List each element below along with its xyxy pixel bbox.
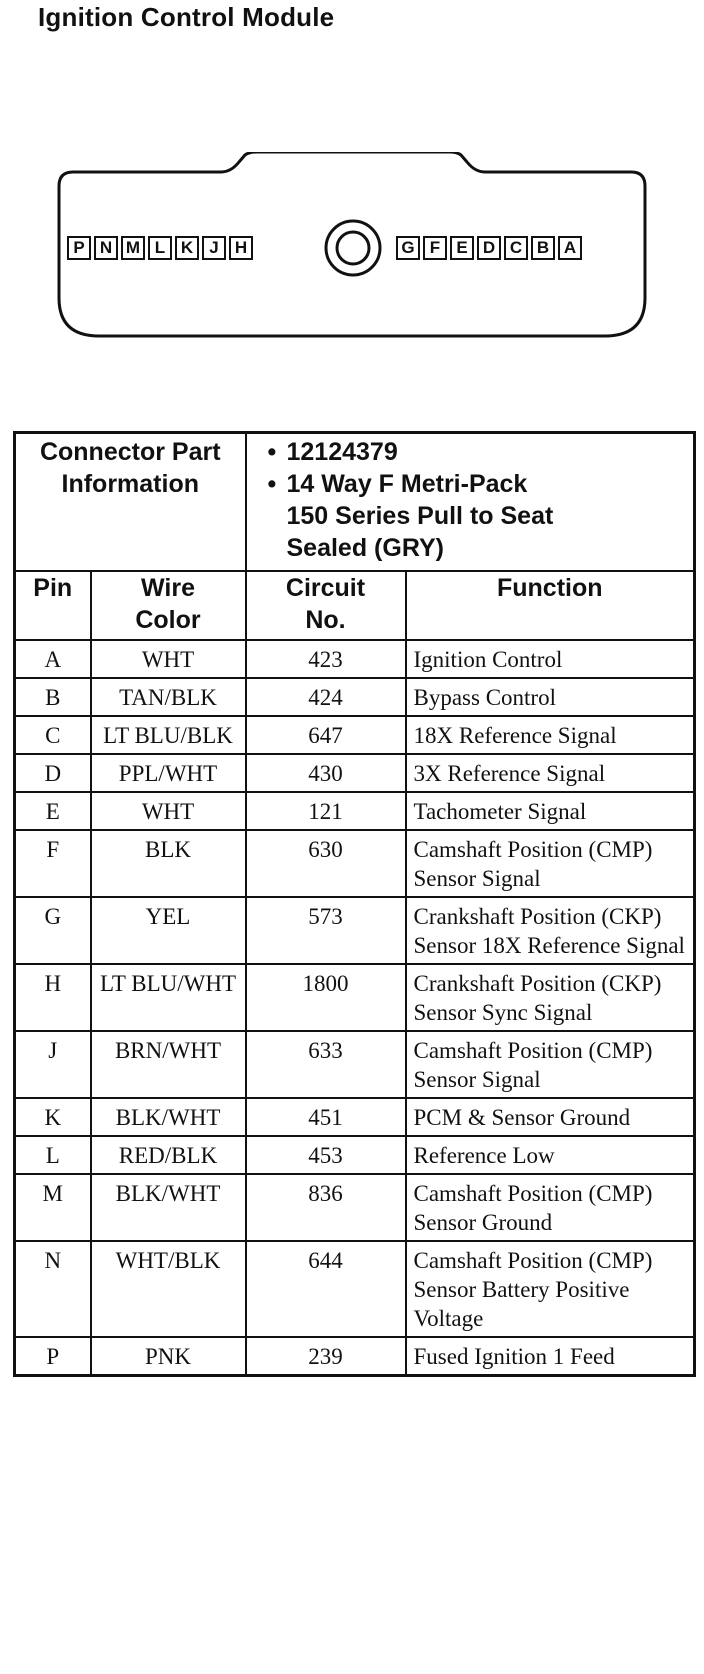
bullet: • (267, 438, 277, 466)
circuit-no-cell: 239 (246, 1337, 406, 1376)
pin-cell: J (15, 1031, 91, 1098)
circuit-no-cell: 836 (246, 1174, 406, 1241)
wire-color-cell: PPL/WHT (91, 754, 246, 792)
pin-cell: H (15, 964, 91, 1031)
circuit-no-cell: 451 (246, 1098, 406, 1136)
column-header-pin-label: Pin (33, 574, 73, 602)
wire-color-cell: WHT (91, 792, 246, 830)
connector-description-line1 (267, 468, 694, 500)
function-cell: 18X Reference Signal (406, 716, 695, 754)
connector-pin-label: G (401, 238, 415, 257)
connector-pin-h (229, 236, 253, 260)
connector-pin-label: F (429, 238, 441, 257)
table-row (15, 1174, 695, 1241)
circuit-no-cell: 1800 (246, 964, 406, 1031)
connector-description-text1: 14 Way F Metri-Pack (286, 470, 528, 498)
connector-pin-label: E (456, 238, 468, 257)
circuit-no-cell: 630 (246, 830, 406, 897)
page-title: Ignition Control Module (38, 2, 335, 32)
table-row (15, 1136, 695, 1174)
column-header-wire-color (91, 571, 246, 640)
function-cell: Fused Ignition 1 Feed (406, 1337, 695, 1376)
pin-cell: K (15, 1098, 91, 1136)
connector-pin-label: J (209, 238, 219, 257)
connector-pin-label: K (180, 238, 194, 257)
wire-color-cell: BLK (91, 830, 246, 897)
column-header-function-label: Function (496, 574, 603, 602)
connector-info-row (15, 433, 695, 572)
circuit-no-cell: 430 (246, 754, 406, 792)
function-cell: Crankshaft Position (CKP) Sensor Sync Signal (406, 964, 695, 1031)
connector-pin-d (477, 236, 501, 260)
function-cell: Camshaft Position (CMP) Sensor Ground (406, 1174, 695, 1241)
circuit-no-cell: 424 (246, 678, 406, 716)
wire-color-cell: LT BLU/BLK (91, 716, 246, 754)
connector-pin-l (148, 236, 172, 260)
connector-pin-g (396, 236, 420, 260)
connector-face-diagram (53, 152, 651, 339)
column-header-function (406, 571, 695, 640)
connector-pin-label: D (482, 238, 496, 257)
connector-pin-j (202, 236, 226, 260)
pin-cell: D (15, 754, 91, 792)
right-pin-row (396, 236, 582, 260)
connector-pin-label: N (99, 238, 113, 257)
table-row (15, 1337, 695, 1376)
circuit-no-cell: 644 (246, 1241, 406, 1337)
table-row (15, 964, 695, 1031)
wire-color-cell: BLK/WHT (91, 1174, 246, 1241)
pin-cell: E (15, 792, 91, 830)
pin-cell: P (15, 1337, 91, 1376)
center-bolt-outer-ring (326, 221, 380, 275)
table-row (15, 678, 695, 716)
wire-color-cell: LT BLU/WHT (91, 964, 246, 1031)
wire-color-cell: YEL (91, 897, 246, 964)
wire-color-cell: WHT/BLK (91, 1241, 246, 1337)
pin-cell: A (15, 640, 91, 678)
table-row (15, 640, 695, 678)
function-cell: Camshaft Position (CMP) Sensor Signal (406, 1031, 695, 1098)
table-row (15, 716, 695, 754)
circuit-no-cell: 453 (246, 1136, 406, 1174)
connector-pin-f (423, 236, 447, 260)
center-bolt-inner-ring (337, 232, 369, 264)
pin-cell: F (15, 830, 91, 897)
column-header-wire-color-label: Wire Color (135, 574, 201, 634)
connector-pin-label: P (73, 238, 85, 257)
function-cell: Bypass Control (406, 678, 695, 716)
wire-color-cell: BLK/WHT (91, 1098, 246, 1136)
pin-cell: M (15, 1174, 91, 1241)
left-pin-row (67, 236, 253, 260)
wire-color-cell: RED/BLK (91, 1136, 246, 1174)
connector-info-label-line1: Connector Part (39, 438, 221, 466)
function-cell: Camshaft Position (CMP) Sensor Battery Positive Voltage (406, 1241, 695, 1337)
circuit-no-cell: 121 (246, 792, 406, 830)
connector-pin-n (94, 236, 118, 260)
connector-pin-k (175, 236, 199, 260)
pin-cell: L (15, 1136, 91, 1174)
pin-cell: N (15, 1241, 91, 1337)
function-cell: 3X Reference Signal (406, 754, 695, 792)
function-cell: Crankshaft Position (CKP) Sensor 18X Reference Signal (406, 897, 695, 964)
pin-rows (15, 640, 695, 1376)
pinout-table (13, 431, 696, 1377)
connector-pin-e (450, 236, 474, 260)
connector-pin-a (558, 236, 582, 260)
function-cell: Camshaft Position (CMP) Sensor Signal (406, 830, 695, 897)
column-header-pin (15, 571, 91, 640)
table-row (15, 897, 695, 964)
column-header-circuit-no-label: Circuit No. (285, 574, 366, 634)
connector-description-line3: Sealed (GRY) (286, 534, 444, 562)
connector-pin-label: B (536, 238, 550, 257)
connector-info-value (246, 433, 695, 572)
wire-color-cell: BRN/WHT (91, 1031, 246, 1098)
connector-pin-label: M (125, 238, 141, 257)
wire-color-cell: TAN/BLK (91, 678, 246, 716)
connector-description-line2: 150 Series Pull to Seat (286, 502, 554, 530)
connector-pin-label: A (563, 238, 577, 257)
pin-cell: G (15, 897, 91, 964)
connector-info-label (15, 433, 246, 572)
circuit-no-cell: 573 (246, 897, 406, 964)
circuit-no-cell: 633 (246, 1031, 406, 1098)
connector-pin-label: C (509, 238, 523, 257)
column-header-row (15, 571, 695, 640)
connector-info-label-line2: Information (61, 470, 199, 498)
wire-color-cell: WHT (91, 640, 246, 678)
wire-color-cell: PNK (91, 1337, 246, 1376)
part-number: 12124379 (286, 438, 398, 466)
connector-pin-m (121, 236, 145, 260)
column-header-circuit-no (246, 571, 406, 640)
table-row (15, 1098, 695, 1136)
table-row (15, 1241, 695, 1337)
function-cell: Reference Low (406, 1136, 695, 1174)
pin-cell: B (15, 678, 91, 716)
table-row (15, 830, 695, 897)
circuit-no-cell: 423 (246, 640, 406, 678)
connector-pin-label: L (154, 238, 166, 257)
circuit-no-cell: 647 (246, 716, 406, 754)
table-row (15, 792, 695, 830)
pin-cell: C (15, 716, 91, 754)
connector-pin-c (504, 236, 528, 260)
connector-pin-b (531, 236, 555, 260)
table-row (15, 1031, 695, 1098)
connector-pin-p (67, 236, 91, 260)
function-cell: PCM & Sensor Ground (406, 1098, 695, 1136)
bullet: • (267, 470, 277, 498)
table-row (15, 754, 695, 792)
connector-pin-label: H (234, 238, 248, 257)
function-cell: Ignition Control (406, 640, 695, 678)
part-number-line (267, 436, 694, 468)
function-cell: Tachometer Signal (406, 792, 695, 830)
